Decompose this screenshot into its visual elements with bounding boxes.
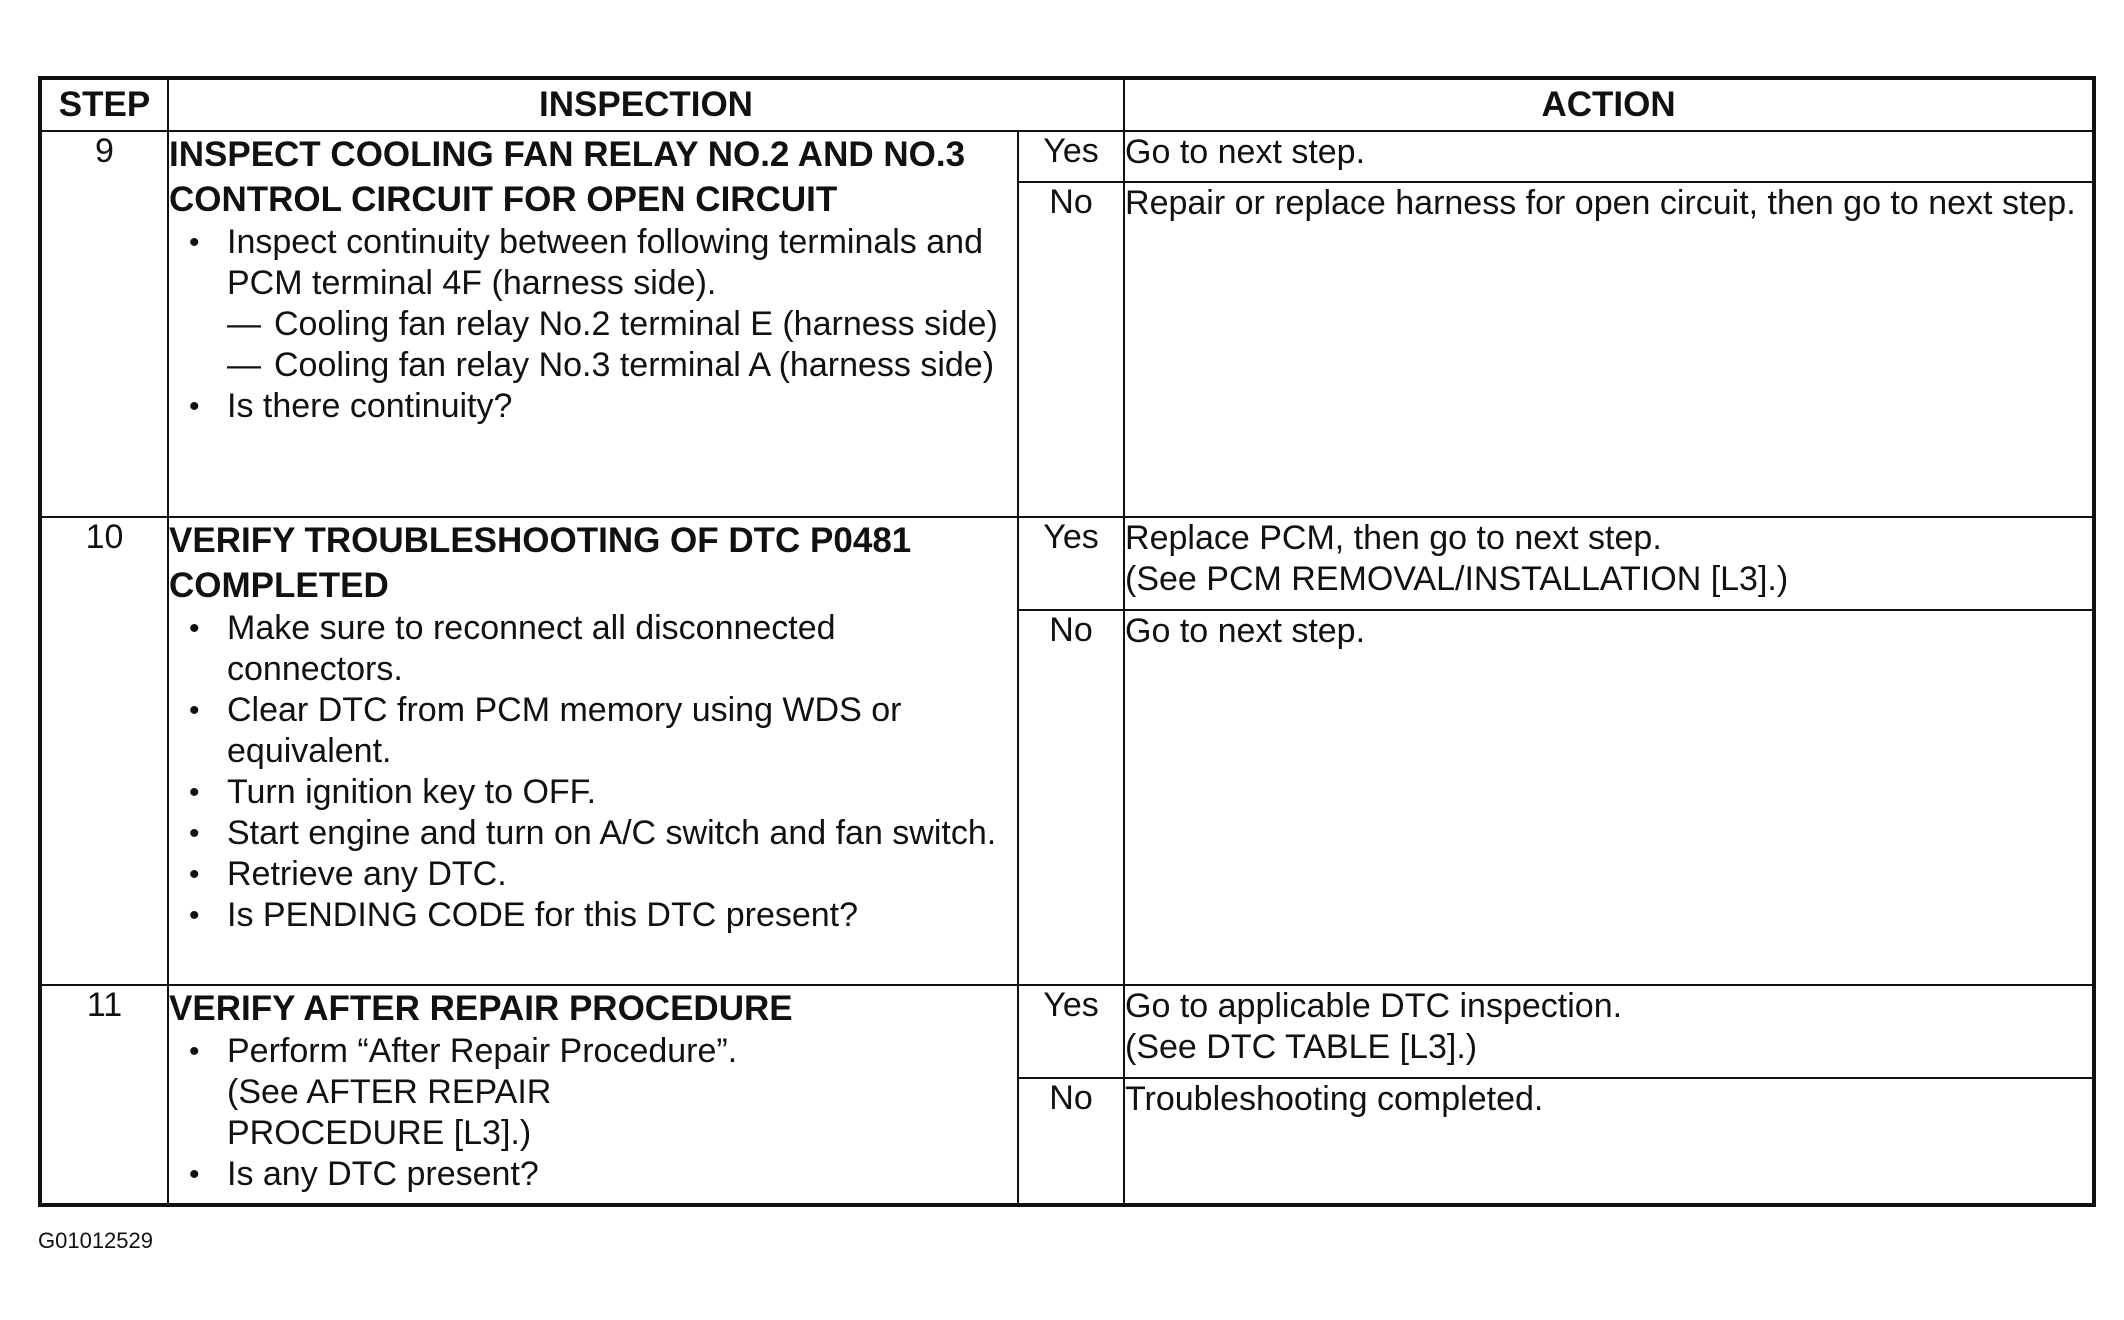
figure-id: G01012529 [38, 1228, 153, 1253]
inspection-bullet-list [169, 222, 1017, 427]
yes-action: Go to next step. [1124, 131, 2094, 182]
no-action: Troubleshooting completed. [1124, 1078, 2094, 1205]
header-step: STEP [40, 78, 168, 131]
inspection-bullet-reference: (See AFTER REPAIR PROCEDURE [L3].) [227, 1073, 552, 1152]
inspection-cell [168, 131, 1018, 517]
inspection-sub-list [169, 304, 1017, 386]
inspection-bullet: • Clear DTC from PCM memory using WDS or equivalent. [169, 690, 1017, 772]
inspection-sub-item: — Cooling fan relay No.2 terminal E (harness side) [169, 304, 1017, 345]
inspection-bullet: • Turn ignition key to OFF. [169, 772, 1017, 813]
yes-action-text: Replace PCM, then go to next step. [1125, 519, 1662, 557]
yes-action [1124, 985, 2094, 1078]
inspection-bullet: • Retrieve any DTC. [169, 854, 1017, 895]
diagnostic-procedure-table [38, 76, 2096, 1207]
inspection-bullet-list [169, 608, 1017, 936]
inspection-title: INSPECT COOLING FAN RELAY NO.2 AND NO.3 CONTROL CIRCUIT FOR OPEN CIRCUIT [169, 135, 966, 219]
no-label: No [1018, 610, 1124, 985]
no-action: Repair or replace harness for open circuit, then go to next step. [1124, 182, 2094, 517]
table-header-row [40, 78, 2094, 131]
inspection-title: VERIFY TROUBLESHOOTING OF DTC P0481 COMPLETED [169, 521, 912, 605]
yes-label: Yes [1018, 131, 1124, 182]
no-label: No [1018, 1078, 1124, 1205]
yes-action [1124, 517, 2094, 610]
table-row [40, 131, 2094, 182]
table-row [40, 985, 2094, 1078]
yes-action-reference: (See PCM REMOVAL/INSTALLATION [L3].) [1125, 560, 1789, 598]
inspection-bullet-list [169, 1031, 1017, 1195]
inspection-bullet: • Is there continuity? [169, 386, 1017, 427]
inspection-bullet: • Make sure to reconnect all disconnected connectors. [169, 608, 1017, 690]
no-label: No [1018, 182, 1124, 517]
inspection-cell [168, 985, 1018, 1205]
inspection-bullet: • Is any DTC present? [169, 1154, 1017, 1195]
step-number: 9 [40, 131, 168, 517]
yes-label: Yes [1018, 517, 1124, 610]
inspection-bullet: • Perform “After Repair Procedure”. (See AFTER REPAIR PROCEDURE [L3].) [169, 1031, 1017, 1154]
step-number: 11 [40, 985, 168, 1205]
inspection-bullet: • Inspect continuity between following terminals and PCM terminal 4F (harness side). — Cooling fan relay No.2 terminal E (harness side) — Cooling fan relay No.3 terminal A (harness side) [169, 222, 1017, 386]
inspection-title: VERIFY AFTER REPAIR PROCEDURE [169, 989, 793, 1028]
yes-label: Yes [1018, 985, 1124, 1078]
inspection-bullet: • Start engine and turn on A/C switch and fan switch. [169, 813, 1017, 854]
inspection-cell [168, 517, 1018, 985]
no-action: Go to next step. [1124, 610, 2094, 985]
step-number: 10 [40, 517, 168, 985]
header-action: ACTION [1124, 78, 2094, 131]
yes-action-text: Go to applicable DTC inspection. [1125, 987, 1623, 1025]
yes-action-reference: (See DTC TABLE [L3].) [1125, 1028, 1478, 1066]
table-row [40, 517, 2094, 610]
header-inspection: INSPECTION [168, 78, 1124, 131]
inspection-sub-item: — Cooling fan relay No.3 terminal A (harness side) [169, 345, 1017, 386]
inspection-bullet: • Is PENDING CODE for this DTC present? [169, 895, 1017, 936]
